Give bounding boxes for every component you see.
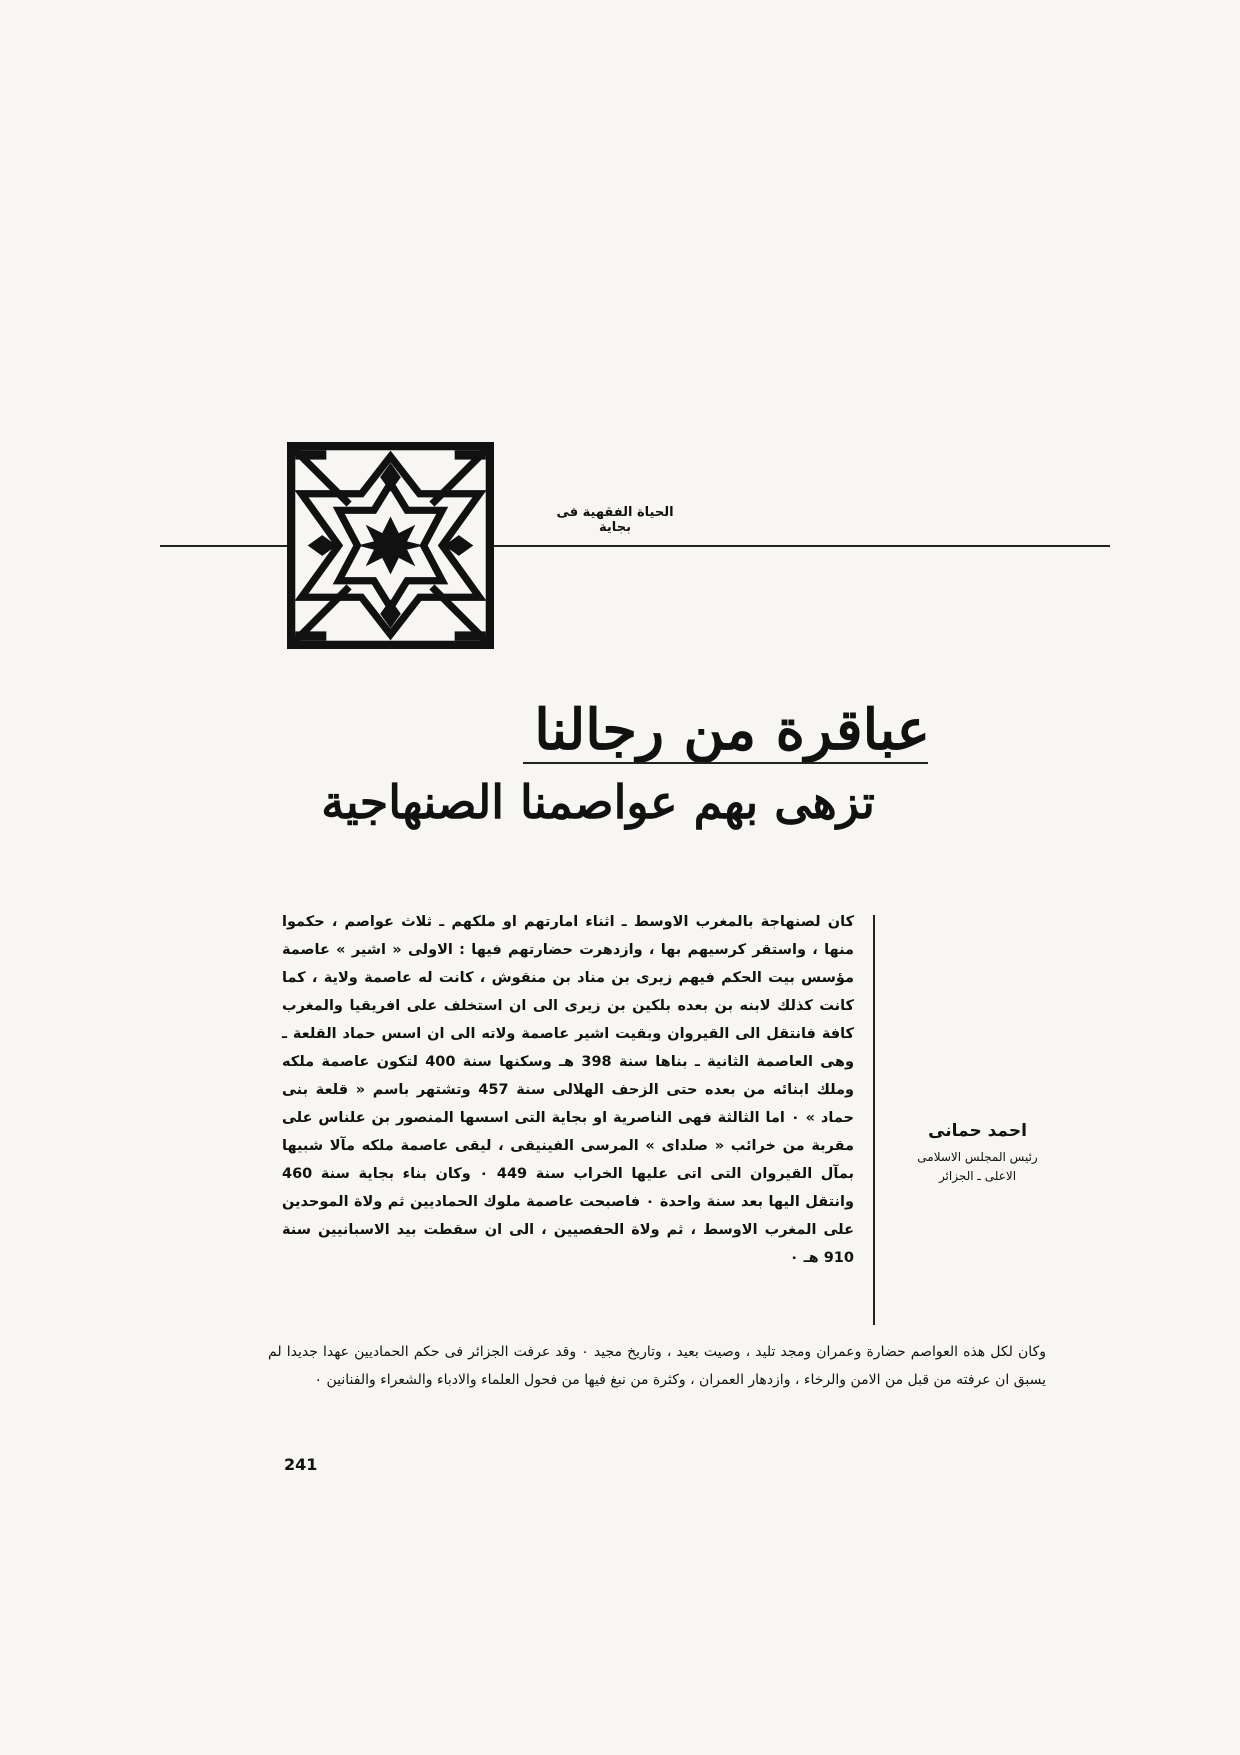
- author-role: [905, 1148, 1050, 1186]
- running-head: الحياة الفقهية فى بجاية: [556, 505, 674, 535]
- closing-paragraph: وكان لكل هذه العواصم حضارة وعمران ومجد تليد ، وصيت بعيد ، وتاريخ مجيد ٠ وقد عرفت الجزائر فى حكم الحماديين عهدا جديدا لم يسبق ان عرفته من قبل من الامن والرخاء ، وازدهار العمران ، وكثرة من نبغ فيها من فحول العلماء والادباء والشعراء والفنانين ٠: [268, 1344, 1046, 1388]
- author-role-line1: رئيس المجلس الاسلامى: [917, 1150, 1038, 1164]
- column-divider: [873, 915, 875, 1325]
- closing-section: [268, 1338, 1046, 1394]
- title-underline: [523, 762, 928, 764]
- ornament-svg: [287, 442, 494, 649]
- author-block: [905, 1118, 1050, 1186]
- author-name: احمد حمانى: [928, 1121, 1027, 1141]
- main-paragraph: كان لصنهاجة بالمغرب الاوسط ـ اثناء امارتهم او ملكهم ـ ثلاث عواصم ، حكموا منها ، واستقر كرسيهم بها ، وازدهرت حضارتهم فيها : الاولى « اشير » عاصمة مؤسس بيت الحكم فيهم زيرى بن مناد بن منقوش ، كانت له عاصمة ولاية ، كما كانت كذلك لابنه بن بعده بلكين بن زيرى الى ان استخلف على افريقيا والمغرب كافة فانتقل الى القيروان وبقيت اشير عاصمة ولاته الى ان اسس حماد القلعة ـ وهى العاصمة الثانية ـ بناها سنة 398 هـ وسكنها سنة 400 لتكون عاصمة ملكه وملك ابنائه من بعده حتى الزحف الهلالى سنة 457 وتشتهر باسم « قلعة بنى حماد » ٠ اما الثالثة فهى الناصرية او بجاية التى اسسها المنصور بن علناس على مقربة من خرائب « صلداى » المرسى الفينيقى ، ليقى عاصمة ملكه مآلا شبيها بمآل القيروان التى اتى عليها الخراب سنة 449 ٠ وكان بناء بجاية سنة 460 وانتقل اليها بعد سنة واحدة ٠ فاصبحت عاصمة ملوك الحماديين ثم ولاة الموحدين على المغرب الاوسط ، ثم ولاة الحفصيين ، الى ان سقطت بيد الاسبانيين سنة 910 هـ ٠: [282, 914, 854, 1266]
- article-title: عباقرة من رجالنا: [534, 697, 930, 763]
- article-subtitle: تزهى بهم عواصمنا الصنهاجية: [321, 775, 875, 829]
- author-role-line2: الاعلى ـ الجزائر: [938, 1169, 1017, 1183]
- geometric-star-tile-icon: [287, 442, 494, 649]
- main-column: [282, 908, 854, 1272]
- page-number: 241: [284, 1455, 318, 1474]
